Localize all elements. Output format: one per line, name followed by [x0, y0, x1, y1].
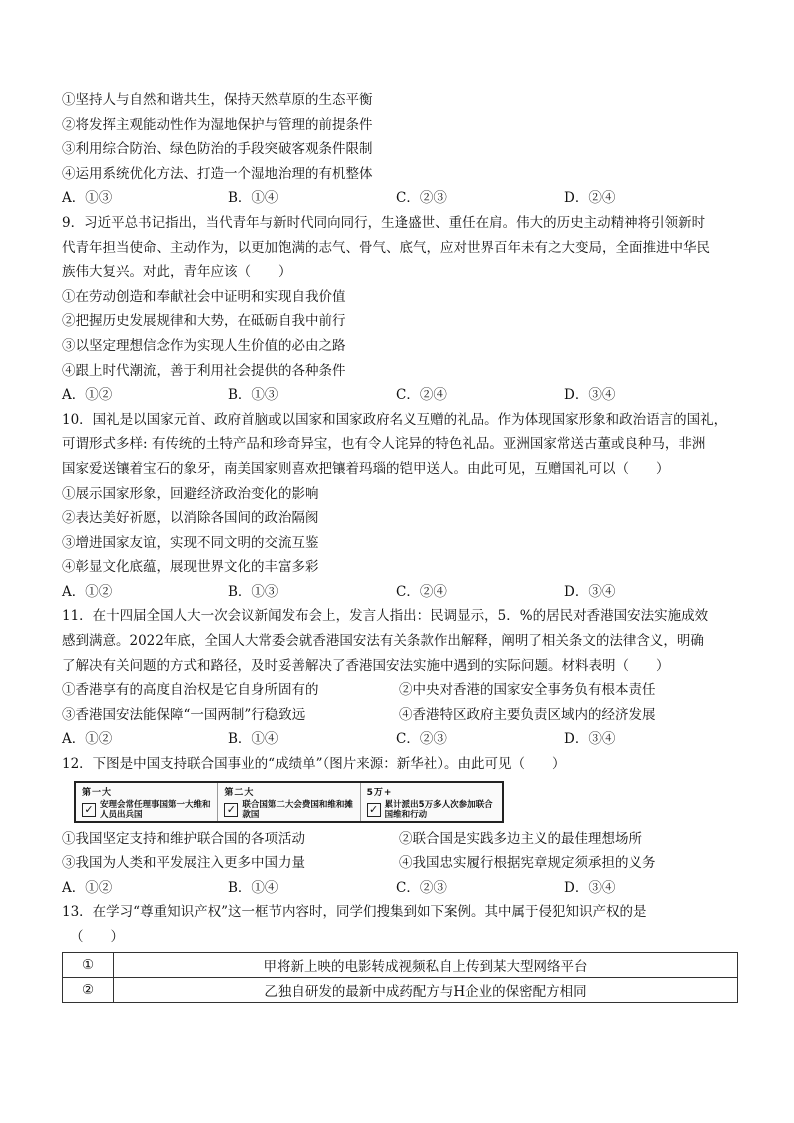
- q12-stem: 12．下图是中国支持联合国事业的“成绩单”（图片来源：新华社）。由此可见（ ）: [62, 756, 566, 773]
- q11-choice-a[interactable]: A．①②: [62, 731, 113, 748]
- q10-choices: [62, 580, 736, 605]
- q12-items-row-2: [62, 851, 736, 876]
- q9-item-2: ②把握历史发展规律和大势，在砥砺自我中前行: [62, 313, 346, 330]
- case-text: 甲将新上映的电影转成视频私自上传到某大型网络平台: [114, 952, 738, 977]
- table-row: [63, 952, 738, 977]
- q10-choice-c[interactable]: C．②④: [396, 583, 447, 600]
- scorecard-text-3: 累计派出5万多人次参加联合国维和行动: [384, 799, 493, 820]
- q11-items-row-2: [62, 703, 736, 728]
- q12-items-row-1: [62, 827, 736, 852]
- scorecard-cell-3: [361, 783, 502, 821]
- q9-choice-b[interactable]: B．①③: [228, 387, 279, 404]
- q12-choice-a[interactable]: A．①②: [62, 879, 113, 896]
- question-8: [62, 88, 736, 211]
- case-number: ①: [63, 952, 114, 977]
- scorecard-image: [74, 781, 504, 823]
- q8-choice-b[interactable]: B．①④: [228, 190, 279, 207]
- q9-item-4: ④跟上时代潮流，善于利用社会提供的各种条件: [62, 362, 346, 379]
- question-9: [62, 211, 736, 408]
- q8-item-3: ③利用综合防治、绿色防治的手段突破客观条件限制: [62, 141, 373, 158]
- q8-choice-c[interactable]: C．②③: [396, 190, 447, 207]
- case-number: ②: [63, 977, 114, 1002]
- q10-choice-a[interactable]: A．①②: [62, 583, 113, 600]
- q10-item-3: ③增进国家友谊，实现不同文明的交流互鉴: [62, 534, 319, 551]
- scorecard-cell-1: [76, 783, 218, 821]
- q9-stem-2: 代青年担当使命、主动作为，以更加饱满的志气、骨气、底气，应对世界百年未有之大变局，全面推进中华民: [62, 239, 710, 256]
- scorecard-text-1: 安理会常任理事国第一大维和人员出兵国: [100, 799, 211, 820]
- scorecard-head-2: 第二大: [224, 787, 255, 798]
- q11-item-1: ①香港享有的高度自治权是它自身所固有的: [62, 682, 319, 699]
- scorecard-text-2: 联合国第二大会费国和维和摊款国: [242, 799, 353, 820]
- q12-item-4: ④我国忠实履行根据宪章规定须承担的义务: [399, 855, 656, 872]
- q11-item-4: ④香港特区政府主要负责区域内的经济发展: [399, 706, 656, 723]
- q11-items-row-1: [62, 678, 736, 703]
- q8-item-1: ①坚持人与自然和谐共生，保持天然草原的生态平衡: [62, 92, 373, 108]
- q12-item-1: ①我国坚定支持和维护联合国的各项活动: [62, 830, 305, 847]
- q8-choice-d[interactable]: D．②④: [564, 190, 616, 207]
- q13-stem-2: （ ）: [70, 929, 124, 945]
- q8-choice-a[interactable]: A．①③: [62, 190, 113, 207]
- case-text: 乙独自研发的最新中成药配方与H企业的保密配方相同: [114, 977, 738, 1002]
- table-row: [63, 977, 738, 1002]
- question-11: [62, 604, 736, 752]
- q9-item-1: ①在劳动创造和奉献社会中证明和实现自我价值: [62, 288, 346, 305]
- scorecard-head-1: 第一大: [82, 787, 113, 798]
- q10-choice-b[interactable]: B．①③: [228, 583, 279, 600]
- q9-choice-d[interactable]: D．③④: [564, 387, 616, 404]
- q10-stem-3: 国家爱送镶着宝石的象牙，南美国家则喜欢把镶着玛瑙的铠甲送人。由此可见，互赠国礼可以（ ）: [62, 460, 670, 477]
- q11-stem-2: 感到满意。2022年底，全国人大常委会就香港国安法有关条款作出解释，阐明了相关条文的法律含义，明确: [62, 633, 704, 650]
- q10-stem-1: 10．国礼是以国家元首、政府首脑或以国家和国家政府名义互赠的礼品。作为体现国家形象和政治语言的国礼，: [62, 411, 728, 428]
- q12-item-3: ③我国为人类和平发展注入更多中国力量: [62, 855, 305, 872]
- checkbox-icon: ✓: [367, 803, 381, 817]
- q10-choice-d[interactable]: D．③④: [564, 583, 616, 600]
- q11-choices: [62, 727, 736, 752]
- q9-stem-1: 9．习近平总书记指出，当代青年与新时代同向同行，生逢盛世、重任在肩。伟大的历史主动精神将引领新时: [62, 214, 706, 231]
- q11-choice-c[interactable]: C．②③: [396, 731, 447, 748]
- q11-stem-3: 了解决有关问题的方式和路径，及时妥善解决了香港国安法实施中遇到的实际问题。材料表明（ ）: [62, 657, 670, 674]
- q9-choices: [62, 383, 736, 408]
- q12-choice-d[interactable]: D．③④: [564, 879, 616, 896]
- scorecard-cell-2: [218, 783, 360, 821]
- checkbox-icon: ✓: [224, 803, 238, 817]
- q10-item-1: ①展示国家形象，回避经济政治变化的影响: [62, 485, 319, 502]
- question-10: [62, 408, 736, 605]
- checkbox-icon: ✓: [82, 803, 96, 817]
- q9-item-3: ③以坚定理想信念作为实现人生价值的必由之路: [62, 337, 346, 354]
- q10-item-2: ②表达美好祈愿，以消除各国间的政治隔阂: [62, 510, 319, 527]
- q10-item-4: ④彰显文化底蕴，展现世界文化的丰富多彩: [62, 559, 319, 576]
- question-12: [62, 752, 736, 900]
- q8-choices: [62, 186, 736, 211]
- scorecard-head-3: 5万+: [366, 787, 393, 798]
- q9-stem-3: 族伟大复兴。对此，青年应该（ ）: [62, 264, 292, 281]
- q13-stem-1: 13．在学习“尊重知识产权”这一框节内容时，同学们搜集到如下案例。其中属于侵犯知识产权的是: [62, 904, 647, 921]
- question-13: [62, 900, 736, 1002]
- q11-stem-1: 11．在十四届全国人大一次会议新闻发布会上，发言人指出：民调显示，5．%的居民对香港国安法实施成效: [62, 608, 709, 625]
- q11-item-3: ③香港国安法能保障“一国两制”行稳致远: [62, 706, 306, 723]
- q10-stem-2: 可谓形式多样: 有传统的土特产品和珍奇异宝，也有令人诧异的特色礼品。亚洲国家常送古董或良种马，非洲: [62, 436, 706, 453]
- q9-choice-c[interactable]: C．②④: [396, 387, 447, 404]
- q11-item-2: ②中央对香港的国家安全事务负有根本责任: [399, 682, 656, 699]
- q12-item-2: ②联合国是实践多边主义的最佳理想场所: [399, 830, 642, 847]
- q8-item-2: ②将发挥主观能动性作为湿地保护与管理的前提条件: [62, 116, 373, 133]
- q12-choice-c[interactable]: C．②③: [396, 879, 447, 896]
- q13-case-table: [62, 952, 738, 1003]
- q12-choices: [62, 876, 736, 901]
- q12-choice-b[interactable]: B．①④: [228, 879, 279, 896]
- q9-choice-a[interactable]: A．①②: [62, 387, 113, 404]
- q11-choice-b[interactable]: B．①④: [228, 731, 279, 748]
- q8-item-4: ④运用系统优化方法、打造一个湿地治理的有机整体: [62, 165, 373, 182]
- q11-choice-d[interactable]: D．③④: [564, 731, 616, 748]
